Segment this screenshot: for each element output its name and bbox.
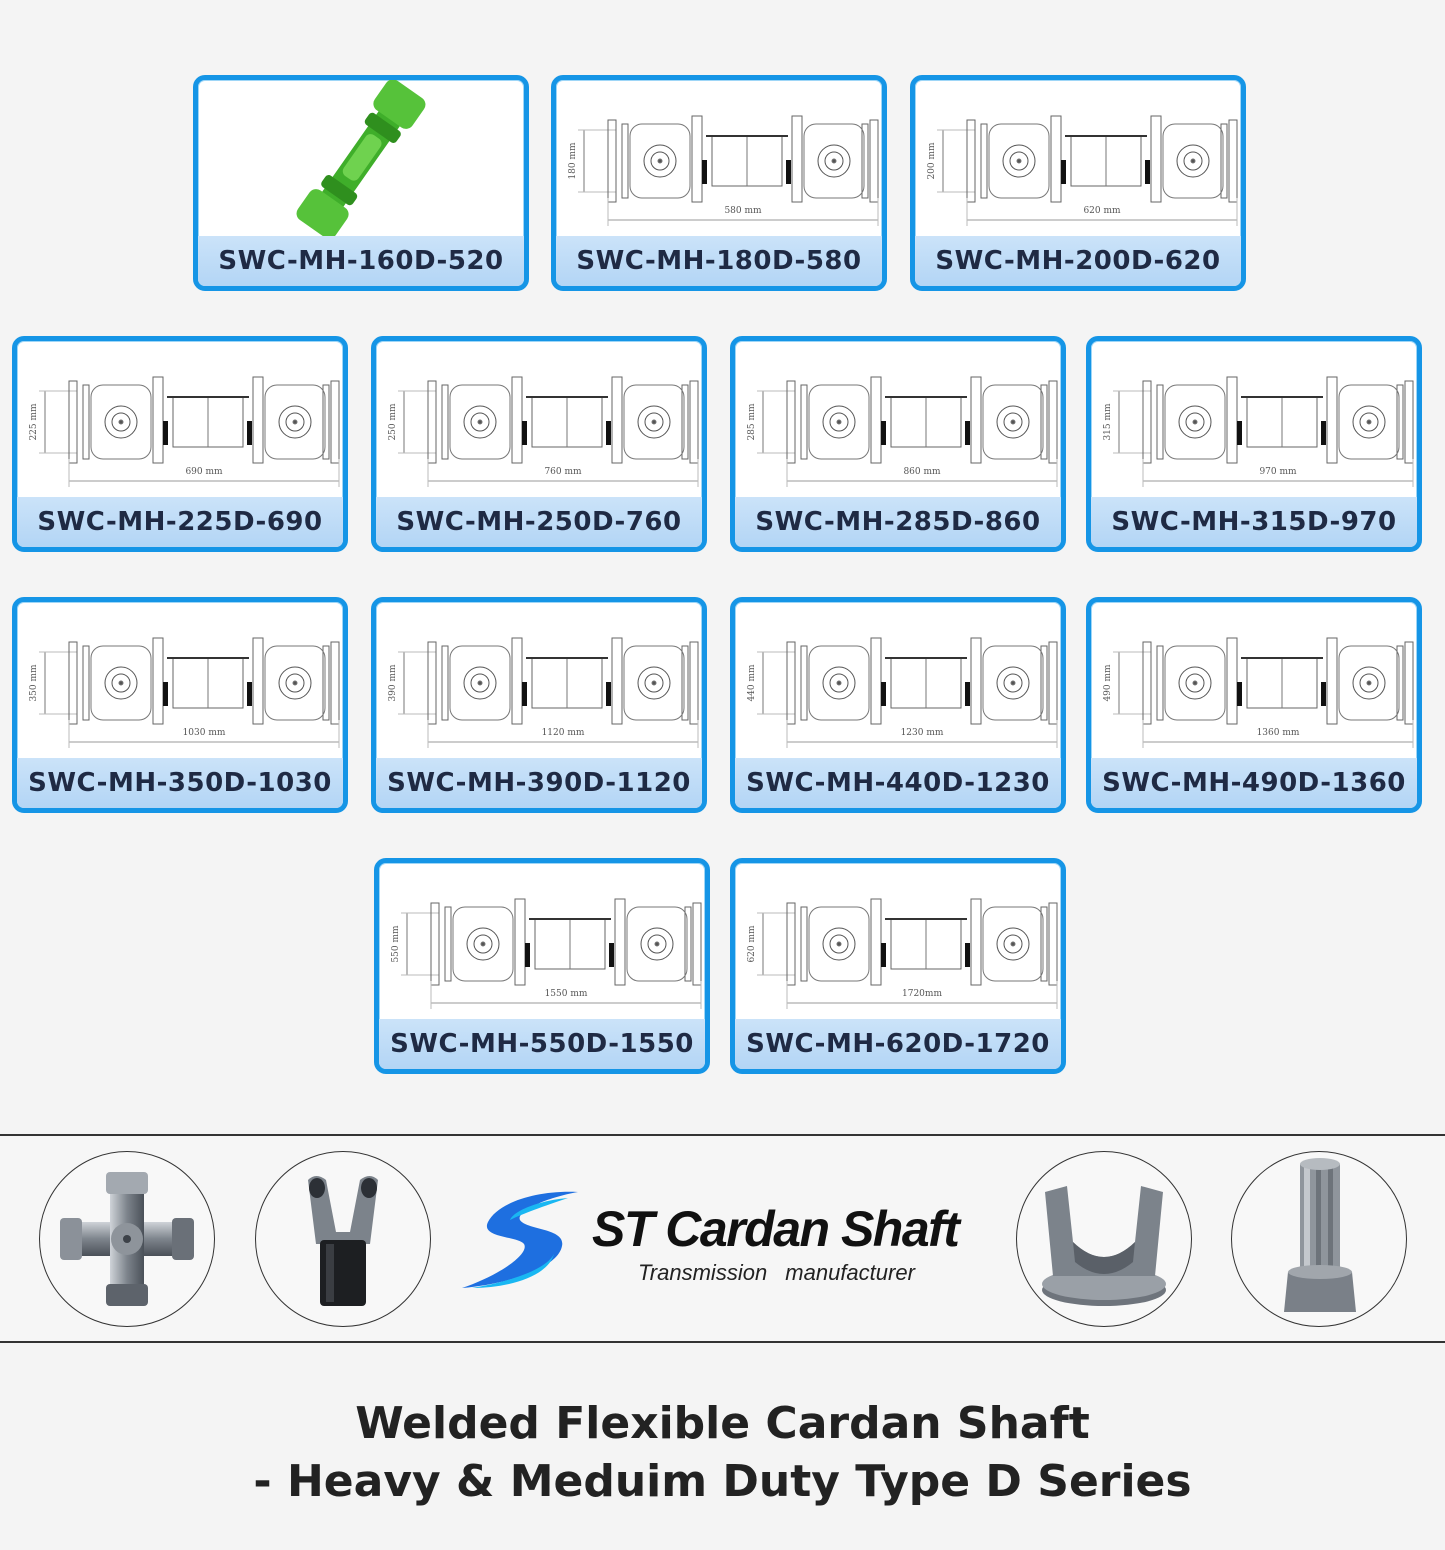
product-card[interactable] [1086, 597, 1422, 813]
page-title-line2: - Heavy & Meduim Duty Type D Series [253, 1456, 1192, 1507]
product-image [376, 602, 702, 760]
product-image [198, 80, 524, 238]
svg-text:250 mm: 250 mm [388, 403, 398, 441]
svg-text:620 mm: 620 mm [747, 925, 757, 963]
product-card[interactable] [371, 597, 707, 813]
svg-text:970 mm: 970 mm [1259, 467, 1297, 477]
svg-text:200 mm: 200 mm [927, 142, 937, 180]
product-image [17, 602, 343, 760]
svg-text:225 mm: 225 mm [29, 403, 39, 441]
svg-text:580 mm: 580 mm [724, 206, 762, 216]
product-model-label: SWC-MH-550D-1550 [379, 1019, 705, 1069]
product-model-label: SWC-MH-440D-1230 [735, 758, 1061, 808]
product-card[interactable] [12, 336, 348, 552]
product-image [735, 863, 1061, 1021]
product-image [735, 341, 1061, 499]
product-card[interactable] [374, 858, 710, 1074]
svg-text:1550 mm: 1550 mm [544, 989, 588, 999]
yoke-sleeve-icon [255, 1151, 431, 1327]
page-title-line1: Welded Flexible Cardan Shaft [355, 1398, 1090, 1449]
svg-text:180 mm: 180 mm [568, 142, 578, 180]
product-image [915, 80, 1241, 238]
product-card[interactable] [551, 75, 887, 291]
svg-text:1230 mm: 1230 mm [900, 728, 944, 738]
product-card[interactable] [371, 336, 707, 552]
svg-text:860 mm: 860 mm [903, 467, 941, 477]
product-model-label: SWC-MH-315D-970 [1091, 497, 1417, 547]
product-card[interactable] [730, 858, 1066, 1074]
product-card[interactable] [730, 597, 1066, 813]
product-model-label: SWC-MH-160D-520 [198, 236, 524, 286]
svg-text:1120 mm: 1120 mm [541, 728, 585, 738]
product-card[interactable] [193, 75, 529, 291]
product-card[interactable] [910, 75, 1246, 291]
svg-text:390 mm: 390 mm [388, 664, 398, 702]
product-image [1091, 602, 1417, 760]
svg-text:350 mm: 350 mm [29, 664, 39, 702]
svg-text:620 mm: 620 mm [1083, 206, 1121, 216]
svg-text:550 mm: 550 mm [391, 925, 401, 963]
product-model-label: SWC-MH-180D-580 [556, 236, 882, 286]
svg-text:690 mm: 690 mm [185, 467, 223, 477]
flange-yoke-icon [1016, 1151, 1192, 1327]
brand-name: ST Cardan Shaft [592, 1201, 959, 1257]
product-image [379, 863, 705, 1021]
product-model-label: SWC-MH-200D-620 [915, 236, 1241, 286]
product-card[interactable] [12, 597, 348, 813]
brand-band [0, 1134, 1445, 1343]
product-image [17, 341, 343, 499]
product-model-label: SWC-MH-620D-1720 [735, 1019, 1061, 1069]
product-model-label: SWC-MH-350D-1030 [17, 758, 343, 808]
brand-logo [458, 1184, 588, 1294]
svg-text:1030 mm: 1030 mm [182, 728, 226, 738]
brand-tagline: Transmission manufacturer [638, 1260, 915, 1285]
product-image [1091, 341, 1417, 499]
product-model-label: SWC-MH-250D-760 [376, 497, 702, 547]
svg-text:315 mm: 315 mm [1103, 403, 1113, 441]
product-model-label: SWC-MH-285D-860 [735, 497, 1061, 547]
product-card[interactable] [730, 336, 1066, 552]
svg-text:440 mm: 440 mm [747, 664, 757, 702]
svg-text:1720mm: 1720mm [902, 989, 942, 999]
spline-shaft-icon [1231, 1151, 1407, 1327]
svg-text:760 mm: 760 mm [544, 467, 582, 477]
product-image [556, 80, 882, 238]
svg-text:285 mm: 285 mm [747, 403, 757, 441]
product-model-label: SWC-MH-390D-1120 [376, 758, 702, 808]
svg-text:1360 mm: 1360 mm [1256, 728, 1300, 738]
product-model-label: SWC-MH-490D-1360 [1091, 758, 1417, 808]
st-swoosh-logo [458, 1184, 588, 1294]
product-model-label: SWC-MH-225D-690 [17, 497, 343, 547]
product-image [376, 341, 702, 499]
product-image [735, 602, 1061, 760]
svg-text:490 mm: 490 mm [1103, 664, 1113, 702]
universal-joint-cross-icon [39, 1151, 215, 1327]
product-card[interactable] [1086, 336, 1422, 552]
